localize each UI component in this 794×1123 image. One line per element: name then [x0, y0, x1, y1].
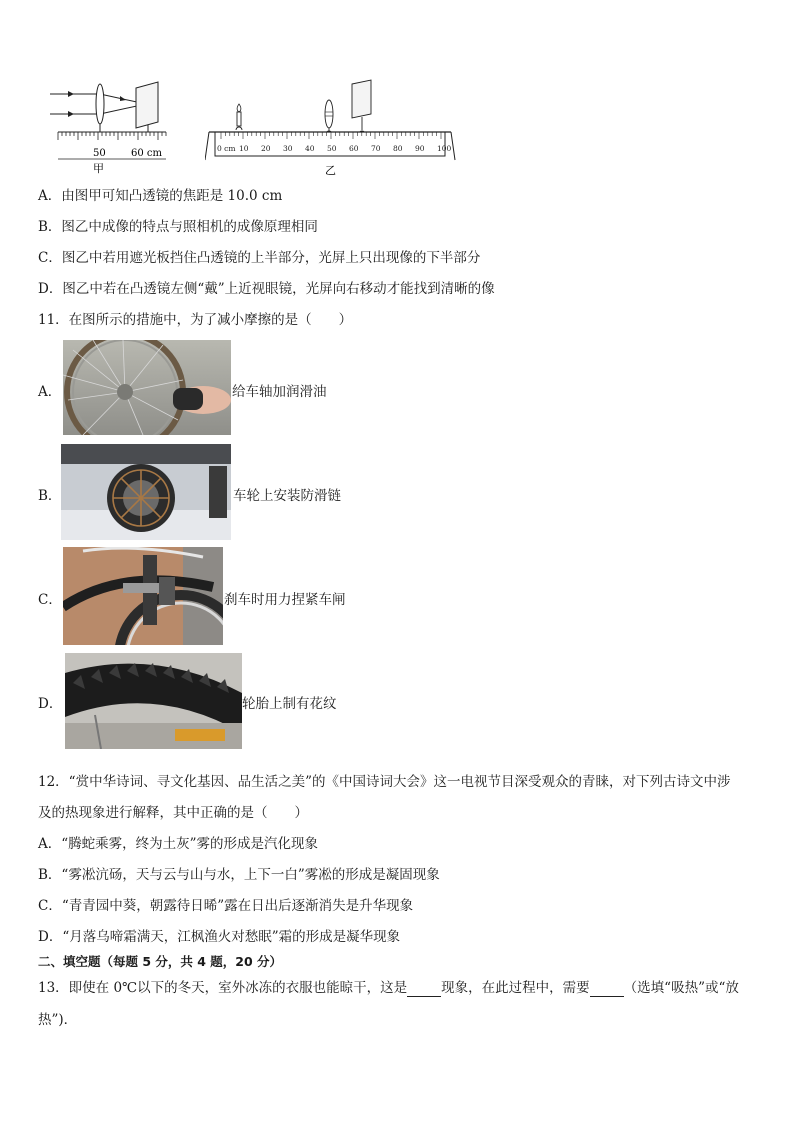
q12-option-a: A．“腾蛇乘雾，终为土灰”雾的形成是汽化现象 [38, 836, 319, 852]
yi-bench-label: 100 [437, 144, 452, 153]
jia-tick-60: 60 cm [131, 148, 162, 159]
yi-bench-label: 60 [349, 144, 359, 153]
q13-line1 [38, 979, 739, 997]
jia-tick-50: 50 [93, 148, 106, 159]
photo-tire-tread [65, 653, 242, 749]
q12-option-c: C．“青青园中葵，朝露待日晞”露在日出后逐渐消失是升华现象 [38, 898, 414, 914]
q12-option-b: B．“雾凇沆砀，天与云与山与水，上下一白”雾凇的形成是凝固现象 [38, 867, 440, 883]
q11-option-b-label: B． [38, 488, 62, 504]
q10-option-d: D．图乙中若在凸透镜左侧“戴”上近视眼镜，光屏向右移动才能找到清晰的像 [38, 281, 495, 297]
jia-caption: 甲 [93, 162, 104, 175]
q11-option-a-text: 给车轴加润滑油 [232, 384, 327, 400]
q11-option-b-text: 车轮上安装防滑链 [233, 488, 341, 504]
yi-bench-label: 10 [239, 144, 249, 153]
yi-bench-label: 20 [261, 144, 271, 153]
figure-yi [205, 72, 460, 176]
yi-bench-label: 90 [415, 144, 425, 153]
photo-bike-axle-oil [63, 340, 231, 435]
photo-bike-brake [63, 547, 223, 645]
q11-option-c-text: 刹车时用力捏紧车闸 [224, 592, 346, 608]
q11-option-c-label: C． [38, 592, 62, 608]
q13-blank-1[interactable] [407, 982, 441, 997]
q11-stem: 11．在图所示的措施中，为了减小摩擦的是（ ） [38, 312, 353, 328]
yi-bench-label: 80 [393, 144, 403, 153]
yi-bench-label: 50 [327, 144, 337, 153]
photo-snow-chains [61, 444, 231, 540]
q12-stem-line1: 12．“赏中华诗词、寻文化基因、品生活之美”的《中国诗词大会》这一电视节目深受观众的青睐，对下列古诗文中涉 [38, 774, 731, 790]
q12-option-d: D．“月落乌啼霜满天，江枫渔火对愁眠”霜的形成是凝华现象 [38, 929, 401, 945]
yi-bench-label: 70 [371, 144, 381, 153]
q13-blank-2[interactable] [590, 982, 624, 997]
q10-option-b: B．图乙中成像的特点与照相机的成像原理相同 [38, 219, 318, 235]
figure-jia [40, 70, 180, 176]
q13-part3: （选填“吸热”或“放 [623, 980, 739, 996]
q11-option-d-label: D． [38, 696, 63, 712]
q13-part2: 现象，在此过程中，需要 [441, 980, 590, 996]
section-fill-in-heading: 二、填空题（每题 5 分，共 4 题，20 分） [38, 954, 283, 969]
yi-caption: 乙 [325, 164, 336, 176]
q10-option-c: C．图乙中若用遮光板挡住凸透镜的上半部分，光屏上只出现像的下半部分 [38, 250, 481, 266]
yi-bench-label: 0 cm [217, 144, 236, 153]
yi-bench-label: 40 [305, 144, 315, 153]
yi-bench-label: 30 [283, 144, 293, 153]
q12-stem-line2: 及的热现象进行解释，其中正确的是（ ） [38, 805, 308, 821]
q13-line2: 热”)． [38, 1012, 78, 1028]
q10-option-a: A．由图甲可知凸透镜的焦距是 10.0 cm [38, 188, 283, 204]
q13-part1: 13．即使在 0℃以下的冬天，室外冰冻的衣服也能晾干，这是 [38, 980, 408, 996]
q11-option-d-text: 轮胎上制有花纹 [242, 696, 337, 712]
q11-option-a-label: A． [38, 384, 62, 400]
